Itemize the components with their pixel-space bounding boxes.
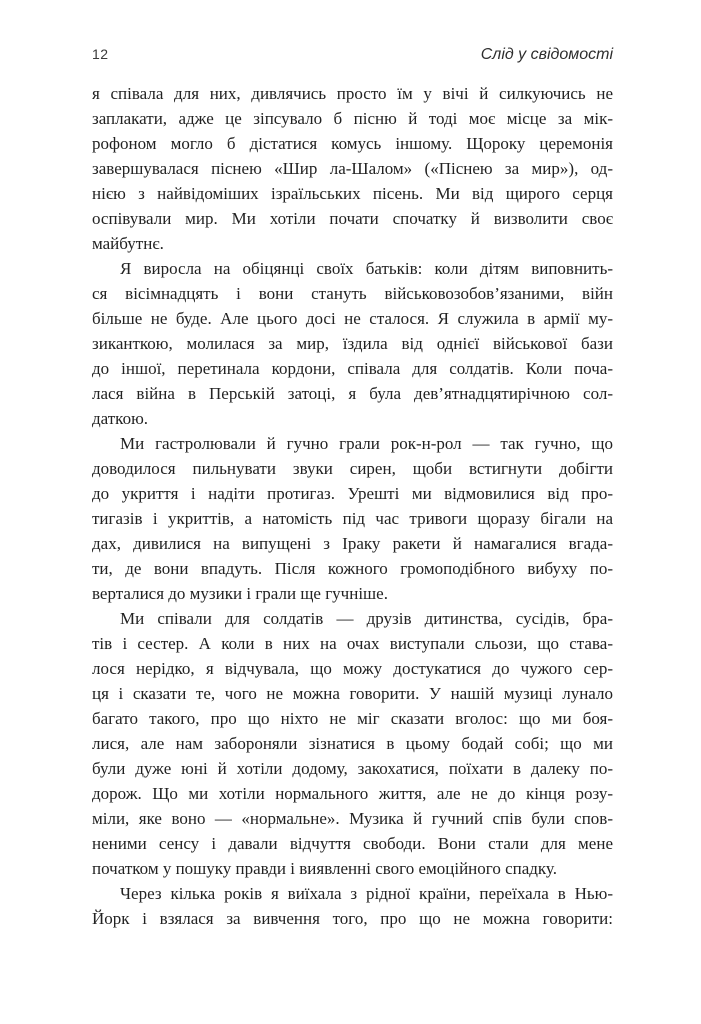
text-line: неними сенсу і давали відчуття свободи. Вони стали для мене xyxy=(92,834,613,853)
text-line: Ми гастролювали й гучно грали рок-н-рол — так гучно, що xyxy=(120,434,613,453)
text-line: тигазів і укриттів, а натомість під час тривоги щоразу бігали на xyxy=(92,509,613,528)
text-line: завершувалася піснею «Шир ла-Шалом» («Піснею за мир»), од- xyxy=(92,159,613,178)
text-line: міли, яке воно — «нормальне». Музика й гучний спів були спов- xyxy=(92,809,613,828)
page-header xyxy=(92,46,613,64)
text-line: заплакати, адже це зіпсувало б пісню й тоді моє місце за мік- xyxy=(92,109,613,128)
text-line: Ми співали для солдатів — друзів дитинства, сусідів, бра- xyxy=(120,609,613,628)
text-line: майбутнє. xyxy=(92,234,164,253)
paragraph xyxy=(92,881,613,931)
text-line: до укриття і надіти протигаз. Урешті ми відмовилися від про- xyxy=(92,484,613,503)
text-line: дах, дивилися на випущені з Іраку ракети й намагалися вгада- xyxy=(92,534,613,553)
text-line: лися, але нам забороняли зізнатися в цьому бодай собі; що ми xyxy=(92,734,613,753)
text-line: Йорк і взялася за вивчення того, про що не можна говорити: xyxy=(92,909,613,928)
text-line: ти, де вони впадуть. Після кожного громоподібного вибуху по- xyxy=(92,559,613,578)
running-title: Слід у свідомості xyxy=(480,46,613,63)
text-line: до іншої, перетинала кордони, співала для солдатів. Коли поча- xyxy=(92,359,613,378)
text-line: ся вісімнадцять і вони стануть військовозобов’язаними, війн xyxy=(92,284,613,303)
paragraph xyxy=(92,606,613,881)
text-line: багато такого, про що ніхто не міг сказати вголос: що ми боя- xyxy=(92,709,613,728)
text-line: дорож. Що ми хотіли нормального життя, але не до кінця розу- xyxy=(92,784,613,803)
paragraph xyxy=(92,256,613,431)
text-line: оспівували мир. Ми хотіли почати спочатку й визволити своє xyxy=(92,209,613,228)
text-line: більше не буде. Але цього досі не сталося. Я служила в армії му- xyxy=(92,309,613,328)
text-line: лося нерідко, я відчувала, що можу достукатися до чужого сер- xyxy=(92,659,613,678)
text-line: Я виросла на обіцянці своїх батьків: коли дітям виповнить- xyxy=(120,259,613,278)
paragraph xyxy=(92,431,613,606)
text-line: верталися до музики і грали ще гучніше. xyxy=(92,584,388,603)
text-line: Через кілька років я виїхала з рідної країни, переїхала в Нью- xyxy=(120,884,613,903)
text-line: даткою. xyxy=(92,409,149,428)
text-line: нією з найвідоміших ізраїльських пісень. Ми від щирого серця xyxy=(92,184,613,203)
text-line: початком у пошуку правди і виявленні свого емоційного спадку. xyxy=(92,859,557,878)
text-line: зиканткою, молилася за мир, їздила від однієї військової бази xyxy=(92,334,613,353)
page-text xyxy=(92,81,613,931)
text-line: рофоном могло б дістатися комусь іншому. Щороку церемонія xyxy=(92,134,613,153)
paragraph xyxy=(92,81,613,256)
text-line: доводилося пильнувати звуки сирен, щоби встигнути добігти xyxy=(92,459,613,478)
text-line: я співала для них, дивлячись просто їм у вічі й силкуючись не xyxy=(92,84,613,103)
text-line: ця і сказати те, чого не можна говорити. У нашій музиці лунало xyxy=(92,684,613,703)
text-line: були дуже юні й хотіли додому, закохатися, поїхати в далеку по- xyxy=(92,759,613,778)
text-line: тів і сестер. А коли в них на очах виступали сльози, що става- xyxy=(92,634,613,653)
page-number: 12 xyxy=(92,46,109,62)
text-line: лася війна в Перській затоці, я була дев’ятнадцятирічною сол- xyxy=(92,384,613,403)
